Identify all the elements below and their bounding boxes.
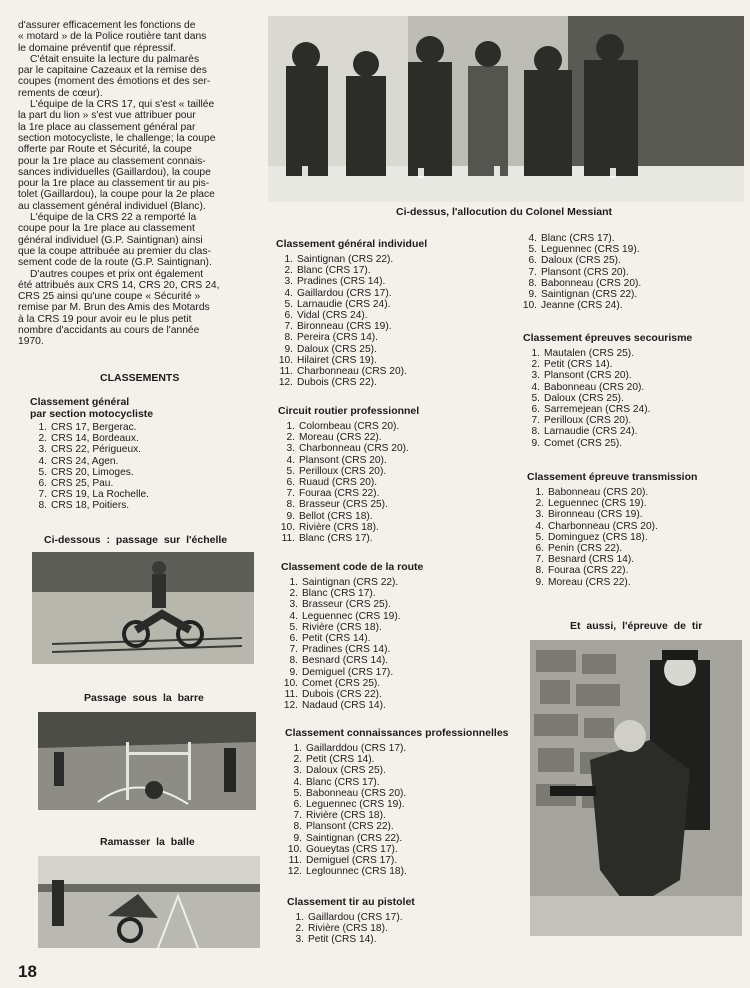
ranking-entry: [278, 432, 518, 443]
ranking-entry: [276, 310, 516, 321]
ranking-name: Blanc (CRS 17).: [306, 776, 380, 788]
ranking-number: 10.: [280, 521, 295, 533]
ranking-number: 5.: [528, 244, 537, 256]
ranking-name: Daloux (CRS 25).: [297, 343, 377, 355]
ranking-name: Vidal (CRS 24).: [297, 310, 368, 322]
ranking-name: Leglounnec (CRS 18).: [306, 866, 407, 878]
ranking-entry: [281, 588, 521, 599]
ranking-number: 2.: [286, 432, 295, 444]
ranking-entry: [527, 509, 747, 520]
ranking-name: Dubois (CRS 22).: [302, 689, 382, 701]
ranking-number: 3.: [289, 599, 298, 611]
ranking-number: 1.: [38, 422, 47, 433]
ranking-entry: [285, 866, 525, 877]
ranking-entry: [278, 522, 518, 533]
connaissances-title: Classement connaissances professionnelles: [285, 727, 509, 739]
ranking-entry: [527, 532, 747, 543]
ranking-name: Comet (CRS 25).: [302, 677, 381, 689]
ranking-entry: [276, 299, 516, 310]
ranking-entry: [281, 678, 521, 689]
section-moto-list: [30, 422, 250, 512]
ranking-entry: [285, 799, 525, 810]
tir-pistolet-ranking: [287, 896, 527, 946]
ranking-number: 6.: [535, 543, 544, 555]
ranking-number: 7.: [535, 554, 544, 566]
ranking-name: CRS 25, Pau.: [51, 478, 114, 490]
ranking-name: Petit (CRS 14).: [302, 633, 371, 645]
ranking-entry: [281, 611, 521, 622]
ranking-number: 1.: [284, 254, 293, 265]
ranking-name: Bironneau (CRS 19).: [548, 509, 643, 521]
ranking-entry: [527, 565, 747, 576]
ranking-name: Plansont (CRS 20).: [541, 266, 629, 278]
ranking-entry: [285, 765, 525, 776]
ranking-number: 8.: [293, 821, 302, 833]
ranking-entry: [523, 393, 743, 404]
ranking-name: CRS 17, Bergerac.: [51, 422, 137, 433]
photo-allocution: [268, 16, 744, 202]
ranking-name: Jeanne (CRS 24).: [541, 300, 623, 312]
connaissances-list: [285, 743, 525, 877]
caption-bar: Passage sous la barre: [84, 692, 204, 704]
ranking-entry: [276, 332, 516, 343]
ranking-number: 7.: [289, 644, 298, 656]
transmission-title: Classement épreuve transmission: [527, 471, 698, 483]
ranking-name: Nadaud (CRS 14).: [302, 700, 386, 712]
ranking-name: CRS 19, La Rochelle.: [51, 489, 149, 501]
ranking-number: 12.: [278, 377, 293, 389]
ranking-number: 11.: [288, 855, 302, 867]
ranking-entry: [276, 355, 516, 366]
ranking-entry: [520, 300, 740, 311]
ranking-number: 2.: [531, 359, 540, 371]
general-individuel-list: [276, 254, 516, 388]
ranking-number: 9.: [528, 289, 537, 301]
ranking-number: 8.: [286, 499, 295, 511]
ranking-name: CRS 22, Périgueux.: [51, 444, 142, 456]
secourisme-ranking: [523, 332, 743, 449]
ranking-entry: [278, 477, 518, 488]
ranking-name: Petit (CRS 14).: [306, 754, 375, 766]
ranking-name: Saintignan (CRS 22).: [306, 832, 403, 844]
ranking-entry: [285, 754, 525, 765]
ranking-entry: [278, 421, 518, 432]
ranking-entry: [276, 366, 516, 377]
section-moto-ranking: [30, 396, 250, 512]
circuit-routier-ranking: [278, 405, 518, 544]
ranking-number: 11.: [279, 366, 293, 378]
ranking-name: Saintignan (CRS 22).: [297, 254, 394, 265]
general-individuel-ranking: [276, 238, 516, 388]
ranking-entry: [281, 577, 521, 588]
ranking-entry: [523, 438, 743, 449]
ranking-number: 2.: [284, 265, 293, 277]
ranking-entry: [285, 777, 525, 788]
ranking-entry: [30, 433, 250, 444]
ranking-entry: [520, 255, 740, 266]
ranking-name: Charbonneau (CRS 20).: [548, 520, 658, 532]
secourisme-title: Classement épreuves secourisme: [523, 332, 693, 344]
ranking-entry: [278, 488, 518, 499]
ranking-name: Demiguel (CRS 17).: [306, 855, 398, 867]
photo-ladder: [32, 552, 254, 664]
ranking-name: Petit (CRS 14).: [308, 934, 377, 946]
ranking-number: 5.: [284, 298, 293, 310]
ranking-number: 1.: [535, 487, 544, 498]
ranking-name: Larnaudie (CRS 24).: [544, 426, 638, 438]
ranking-entry: [276, 377, 516, 388]
ranking-name: Blanc (CRS 17).: [299, 533, 373, 545]
ranking-number: 4.: [289, 610, 298, 622]
section-moto-title: Classement général par section motocycliste: [30, 396, 154, 420]
page-number: 18: [18, 962, 37, 981]
ranking-number: 9.: [293, 832, 302, 844]
ranking-name: CRS 18, Poitiers.: [51, 500, 130, 512]
ranking-number: 8.: [531, 426, 540, 438]
ranking-entry: [527, 521, 747, 532]
ranking-number: 2.: [535, 498, 544, 510]
ranking-entry: [278, 466, 518, 477]
ranking-entry: [281, 667, 521, 678]
tir-pistolet-list: [287, 912, 527, 946]
ranking-entry: [527, 554, 747, 565]
ranking-number: 5.: [535, 531, 544, 543]
ranking-number: 4.: [531, 381, 540, 393]
caption-ladder: Ci-dessous : passage sur l'échelle: [44, 534, 228, 546]
code-route-list: [281, 577, 521, 711]
intro-paragraph-3: L'équipe de la CRS 17, qui s'est « taillée la part du lion » s'est vue attribuer pour la 1re place au classement général par section motocycliste, le challenge; la coupe offerte par Route et Sécurité, la coupe pour la 1re place au classement connais- sances individuelles (Gaillardou), la coupe pour la 1re place au classement tir au pis- tolet (Gaillardou), la coupe pour la 2e place au classement général individuel (Blanc).: [18, 99, 216, 212]
photo-bar: [38, 712, 256, 810]
ranking-name: Fouraa (CRS 22).: [299, 488, 380, 500]
ranking-number: 4.: [284, 287, 293, 299]
ranking-entry: [278, 443, 518, 454]
ranking-entry: [30, 489, 250, 500]
circuit-routier-list: [278, 421, 518, 544]
ranking-name: CRS 20, Limoges.: [51, 466, 134, 478]
ranking-name: Fouraa (CRS 22).: [548, 565, 629, 577]
ranking-number: 3.: [293, 765, 302, 777]
intro-paragraph-5: D'autres coupes et prix ont également été attribués aux CRS 14, CRS 20, CRS 24, CRS 25 ainsi qu'une coupe « Sécurité » remise par M. Brun des Amis des Motards à la CRS 19 pour avoir eu le plus petit nombre d'accidants au cours de l'année 1970.: [18, 268, 220, 348]
ranking-name: Blanc (CRS 17).: [297, 265, 371, 277]
code-route-title: Classement code de la route: [281, 561, 424, 573]
ranking-name: Leguennec (CRS 19).: [541, 244, 640, 256]
ranking-number: 9.: [535, 576, 544, 588]
ranking-entry: [276, 321, 516, 332]
ranking-name: Brasseur (CRS 25).: [299, 499, 388, 511]
ranking-name: Sarremejean (CRS 24).: [544, 404, 651, 416]
ranking-number: 4.: [528, 233, 537, 244]
ranking-entry: [285, 855, 525, 866]
ranking-name: Blanc (CRS 17).: [541, 233, 615, 244]
ranking-entry: [30, 422, 250, 433]
ranking-name: Dominguez (CRS 18).: [548, 531, 648, 543]
ranking-number: 9.: [289, 666, 298, 678]
ranking-number: 7.: [284, 321, 293, 333]
ranking-entry: [527, 543, 747, 554]
ranking-name: Babonneau (CRS 20).: [544, 381, 645, 393]
ranking-number: 5.: [531, 392, 540, 404]
ranking-number: 7.: [528, 266, 537, 278]
ranking-name: Charbonneau (CRS 20).: [297, 366, 407, 378]
ranking-number: 1.: [295, 912, 304, 923]
ranking-entry: [30, 456, 250, 467]
ranking-name: Rivière (CRS 18).: [299, 521, 379, 533]
ranking-name: Pradines (CRS 14).: [297, 276, 386, 288]
ranking-number: 3.: [286, 443, 295, 455]
ranking-number: 10.: [287, 843, 302, 855]
connaissances-ranking: [285, 727, 525, 877]
ranking-number: 5.: [289, 621, 298, 633]
ranking-entry: [276, 254, 516, 265]
ranking-name: Babonneau (CRS 20).: [541, 277, 642, 289]
ranking-entry: [523, 348, 743, 359]
ranking-name: CRS 14, Bordeaux.: [51, 433, 139, 445]
ranking-entry: [278, 533, 518, 544]
ranking-number: 6.: [289, 633, 298, 645]
ranking-number: 3.: [535, 509, 544, 521]
ranking-number: 3.: [531, 370, 540, 382]
ranking-name: Saintignan (CRS 22).: [541, 289, 638, 301]
intro-text: [18, 20, 264, 348]
ranking-name: Rivière (CRS 18).: [302, 621, 382, 633]
code-route-ranking: [281, 561, 521, 711]
ranking-number: 4.: [286, 454, 295, 466]
caption-ball: Ramasser la balle: [100, 836, 195, 848]
intro-paragraph-1: d'assurer efficacement les fonctions de « motard » de la Police routière tant dans le domaine préventif que répressif.: [18, 20, 207, 54]
ranking-name: Leguennec (CRS 19).: [306, 799, 405, 811]
ranking-name: Daloux (CRS 25).: [541, 255, 621, 267]
photo-shooting: [530, 640, 742, 936]
ranking-entry: [520, 278, 740, 289]
ranking-name: Comet (CRS 25).: [544, 437, 623, 449]
ranking-number: 11.: [281, 533, 295, 545]
ranking-entry: [285, 788, 525, 799]
ranking-name: Ruaud (CRS 20).: [299, 477, 378, 489]
ranking-number: 9.: [531, 437, 540, 449]
ranking-name: Mautalen (CRS 25).: [544, 348, 635, 359]
tir-suite-list: [520, 233, 740, 311]
caption-allocution: Ci-dessus, l'allocution du Colonel Messiant: [396, 206, 613, 218]
ranking-number: 5.: [38, 466, 47, 478]
ranking-entry: [523, 359, 743, 370]
ranking-number: 4.: [293, 776, 302, 788]
ranking-entry: [281, 644, 521, 655]
ranking-entry: [281, 689, 521, 700]
ranking-number: 1.: [289, 577, 298, 588]
ranking-name: Saintignan (CRS 22).: [302, 577, 399, 588]
ranking-number: 8.: [284, 332, 293, 344]
ranking-number: 8.: [535, 565, 544, 577]
tir-pistolet-continued: [520, 233, 740, 311]
ranking-entry: [287, 934, 527, 945]
ranking-entry: [285, 810, 525, 821]
ranking-number: 2.: [295, 923, 304, 935]
ranking-name: Gaillardou (CRS 17).: [308, 912, 403, 923]
ranking-entry: [523, 415, 743, 426]
ranking-number: 10.: [283, 677, 298, 689]
ranking-number: 9.: [284, 343, 293, 355]
ranking-number: 11.: [284, 689, 298, 701]
ranking-number: 12.: [287, 866, 302, 878]
ranking-name: Hilairet (CRS 19).: [297, 354, 377, 366]
ranking-name: Demiguel (CRS 17).: [302, 666, 394, 678]
ranking-entry: [30, 467, 250, 478]
ranking-entry: [30, 444, 250, 455]
caption-shooting: Et aussi, l'épreuve de tir: [570, 620, 703, 632]
ranking-number: 1.: [286, 421, 295, 432]
ranking-entry: [285, 821, 525, 832]
ranking-number: 8.: [289, 655, 298, 667]
ranking-number: 6.: [531, 404, 540, 416]
ranking-number: 6.: [286, 477, 295, 489]
ranking-number: 10.: [278, 354, 293, 366]
ranking-number: 8.: [38, 500, 47, 512]
ranking-number: 3.: [38, 444, 47, 456]
ranking-number: 3.: [295, 934, 304, 946]
ranking-number: 5.: [293, 787, 302, 799]
ranking-entry: [278, 499, 518, 510]
ranking-number: 12.: [283, 700, 298, 712]
ranking-entry: [523, 426, 743, 437]
ranking-name: Besnard (CRS 14).: [302, 655, 389, 667]
ranking-name: Leguennec (CRS 19).: [302, 610, 401, 622]
ranking-entry: [520, 267, 740, 278]
ranking-entry: [520, 244, 740, 255]
ranking-entry: [276, 344, 516, 355]
ranking-entry: [527, 498, 747, 509]
ranking-entry: [281, 655, 521, 666]
ranking-entry: [520, 289, 740, 300]
ranking-number: 1.: [531, 348, 540, 359]
ranking-entry: [523, 370, 743, 381]
ranking-number: 7.: [293, 810, 302, 822]
ranking-entry: [527, 577, 747, 588]
transmission-list: [527, 487, 747, 588]
ranking-name: Besnard (CRS 14).: [548, 554, 635, 566]
ranking-entry: [276, 265, 516, 276]
ranking-number: 7.: [531, 415, 540, 427]
ranking-entry: [278, 455, 518, 466]
ranking-number: 6.: [284, 310, 293, 322]
ranking-name: CRS 24, Agen.: [51, 455, 119, 467]
ranking-number: 6.: [293, 799, 302, 811]
ranking-name: Pereira (CRS 14).: [297, 332, 378, 344]
ranking-number: 1.: [293, 743, 302, 754]
ranking-name: Gaillarddou (CRS 17).: [306, 743, 407, 754]
ranking-entry: [523, 404, 743, 415]
classements-heading: CLASSEMENTS: [100, 372, 180, 384]
ranking-entry: [276, 288, 516, 299]
ranking-entry: [30, 478, 250, 489]
ranking-name: Petit (CRS 14).: [544, 359, 613, 371]
ranking-name: Babonneau (CRS 20).: [306, 787, 407, 799]
ranking-number: 10.: [522, 300, 537, 312]
ranking-entry: [276, 276, 516, 287]
ranking-name: Plansont (CRS 20).: [544, 370, 632, 382]
ranking-name: Pradines (CRS 14).: [302, 644, 391, 656]
ranking-number: 9.: [286, 510, 295, 522]
circuit-routier-title: Circuit routier professionnel: [278, 405, 420, 417]
secourisme-list: [523, 348, 743, 449]
ranking-name: Dubois (CRS 22).: [297, 377, 377, 389]
ranking-name: Bironneau (CRS 19).: [297, 321, 392, 333]
tir-pistolet-title: Classement tir au pistolet: [287, 896, 415, 908]
ranking-entry: [281, 700, 521, 711]
ranking-name: Rivière (CRS 18).: [308, 923, 388, 935]
ranking-entry: [285, 743, 525, 754]
ranking-name: Daloux (CRS 25).: [544, 392, 624, 404]
ranking-number: 6.: [528, 255, 537, 267]
ranking-number: 8.: [528, 277, 537, 289]
ranking-number: 4.: [535, 520, 544, 532]
ranking-entry: [30, 500, 250, 511]
ranking-name: Bellot (CRS 18).: [299, 510, 373, 522]
ranking-entry: [281, 633, 521, 644]
ranking-entry: [287, 912, 527, 923]
ranking-number: 2.: [293, 754, 302, 766]
ranking-name: Moreau (CRS 22).: [548, 576, 631, 588]
ranking-number: 5.: [286, 465, 295, 477]
ranking-name: Goueytas (CRS 17).: [306, 843, 398, 855]
ranking-entry: [281, 599, 521, 610]
ranking-name: Moreau (CRS 22).: [299, 432, 382, 444]
ranking-number: 2.: [38, 433, 47, 445]
general-individuel-title: Classement général individuel: [276, 238, 428, 250]
ranking-entry: [520, 233, 740, 244]
ranking-entry: [527, 487, 747, 498]
ranking-entry: [523, 382, 743, 393]
ranking-name: Charbonneau (CRS 20).: [299, 443, 409, 455]
ranking-name: Perilloux (CRS 20).: [299, 465, 387, 477]
ranking-name: Colombeau (CRS 20).: [299, 421, 400, 432]
ranking-entry: [285, 833, 525, 844]
ranking-name: Daloux (CRS 25).: [306, 765, 386, 777]
ranking-name: Babonneau (CRS 20).: [548, 487, 649, 498]
ranking-name: Penin (CRS 22).: [548, 543, 623, 555]
ranking-entry: [281, 622, 521, 633]
intro-paragraph-2: C'était ensuite la lecture du palmarès par le capitaine Cazeaux et la remise des coupes (moment des émotions et des ser- rements de cœur).: [18, 53, 211, 99]
ranking-name: Plansont (CRS 20).: [299, 454, 387, 466]
ranking-name: Brasseur (CRS 25).: [302, 599, 391, 611]
transmission-ranking: [527, 471, 747, 588]
ranking-number: 7.: [38, 489, 47, 501]
ranking-entry: [287, 923, 527, 934]
ranking-name: Leguennec (CRS 19).: [548, 498, 647, 510]
ranking-number: 4.: [38, 455, 47, 467]
ranking-name: Perilloux (CRS 20).: [544, 415, 632, 427]
photo-ball: [38, 856, 260, 948]
ranking-name: Blanc (CRS 17).: [302, 588, 376, 600]
ranking-number: 6.: [38, 478, 47, 490]
ranking-entry: [278, 511, 518, 522]
ranking-name: Rivière (CRS 18).: [306, 810, 386, 822]
intro-paragraph-4: L'équipe de la CRS 22 a remporté la coupe pour la 1re place au classement général individuel (G.P. Saintignan) ainsi que la coupe attribuée au premier du clas- sement code de la route (G.P. Saintignan).: [18, 212, 212, 269]
ranking-number: 2.: [289, 588, 298, 600]
ranking-number: 3.: [284, 276, 293, 288]
ranking-name: Gaillardou (CRS 17).: [297, 287, 392, 299]
ranking-name: Larnaudie (CRS 24).: [297, 298, 391, 310]
ranking-entry: [285, 844, 525, 855]
ranking-number: 7.: [286, 488, 295, 500]
ranking-name: Plansont (CRS 22).: [306, 821, 394, 833]
